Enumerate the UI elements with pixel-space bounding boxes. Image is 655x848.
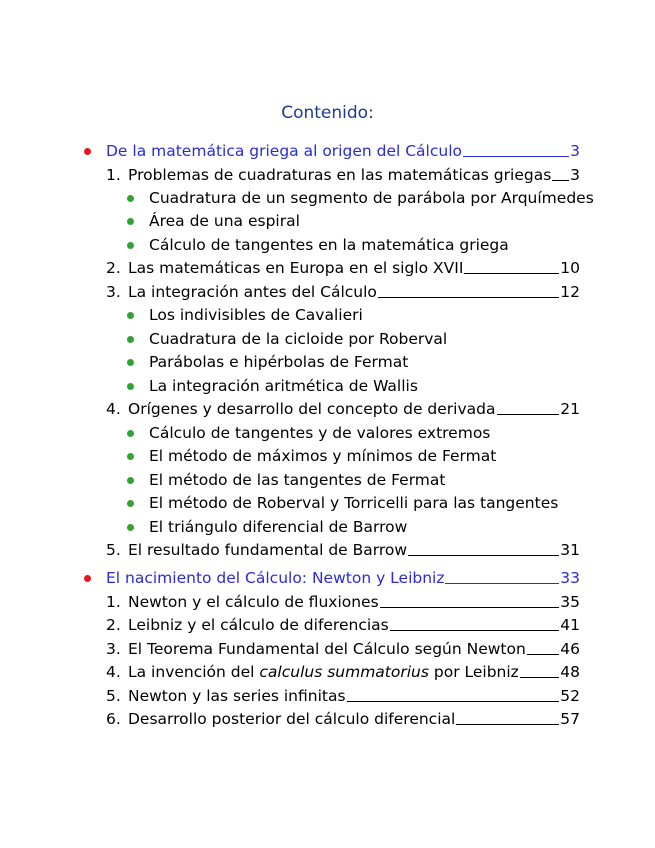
- toc-section[interactable]: [106, 280, 580, 302]
- section-title: Problemas de cuadraturas en las matemáticas griegas: [128, 166, 552, 184]
- section-number: 5.: [106, 687, 121, 705]
- toc-section[interactable]: [106, 538, 580, 560]
- toc-section[interactable]: [106, 684, 580, 706]
- bullet-icon: [84, 568, 106, 588]
- subsection-title: La integración aritmética de Wallis: [149, 377, 418, 395]
- subsection-title: Cálculo de tangentes en la matemática griega: [149, 236, 509, 254]
- section-number: 2.: [106, 259, 121, 277]
- bullet-icon: [127, 211, 149, 231]
- section-number: 1.: [106, 593, 121, 611]
- toc-section[interactable]: [106, 163, 580, 185]
- page-number: 3: [570, 166, 580, 184]
- subsection-title: Cuadratura de un segmento de parábola por Arquímedes: [149, 189, 594, 207]
- bullet-icon: [127, 470, 149, 490]
- leader-line: [445, 583, 559, 584]
- section-number: 5.: [106, 541, 121, 559]
- subsection-title: Cuadratura de la cicloide por Roberval: [149, 330, 448, 348]
- toc-subsection[interactable]: [127, 233, 580, 255]
- subsection-title: El método de las tangentes de Fermat: [149, 471, 446, 489]
- page-number: 57: [560, 710, 580, 728]
- section-number: 4.: [106, 400, 121, 418]
- bullet-icon: [127, 305, 149, 325]
- toc-section[interactable]: [106, 660, 580, 682]
- toc-subsection[interactable]: [127, 491, 580, 513]
- section-title: La invención del calculus summatorius por Leibniz: [128, 663, 519, 681]
- toc-subsection[interactable]: [127, 350, 580, 372]
- leader-line: [456, 724, 559, 725]
- section-title: El Teorema Fundamental del Cálculo según Newton: [128, 640, 526, 658]
- toc-subsection[interactable]: [127, 421, 580, 443]
- bullet-icon: [127, 352, 149, 372]
- subsection-title: Cálculo de tangentes y de valores extremos: [149, 424, 491, 442]
- bullet-icon: [84, 141, 106, 161]
- subsection-title: Parábolas e hipérbolas de Fermat: [149, 353, 409, 371]
- page-number: 52: [560, 687, 580, 705]
- bullet-icon: [127, 423, 149, 443]
- toc-subsection[interactable]: [127, 444, 580, 466]
- leader-line: [380, 607, 560, 608]
- toc-section[interactable]: [106, 397, 580, 419]
- toc-subsection[interactable]: [127, 374, 580, 396]
- page-title: Contenido:: [281, 103, 374, 123]
- page-number: 31: [560, 541, 580, 559]
- toc-chapter-2[interactable]: [84, 566, 580, 588]
- leader-line: [390, 630, 560, 631]
- subsection-title: Los indivisibles de Cavalieri: [149, 306, 363, 324]
- page-number: 3: [570, 142, 580, 160]
- subsection-title: El método de máximos y mínimos de Fermat: [149, 447, 497, 465]
- toc-section[interactable]: [106, 637, 580, 659]
- toc-section[interactable]: [106, 590, 580, 612]
- bullet-icon: [127, 329, 149, 349]
- section-title: El resultado fundamental de Barrow: [128, 541, 408, 559]
- toc-section[interactable]: [106, 707, 580, 729]
- bullet-icon: [127, 235, 149, 255]
- section-title: Desarrollo posterior del cálculo diferencial: [128, 710, 456, 728]
- leader-line: [463, 156, 569, 157]
- leader-line: [527, 654, 559, 655]
- section-title: Las matemáticas en Europa en el siglo XVII: [128, 259, 464, 277]
- bullet-icon: [127, 188, 149, 208]
- leader-line: [520, 677, 559, 678]
- leader-line: [464, 273, 559, 274]
- page-number: 21: [560, 400, 580, 418]
- leader-line: [552, 180, 569, 181]
- toc-chapter-1[interactable]: [84, 139, 580, 161]
- section-title: Newton y el cálculo de fluxiones: [128, 593, 379, 611]
- section-title: La integración antes del Cálculo: [128, 283, 377, 301]
- toc-subsection[interactable]: [127, 468, 580, 490]
- toc-subsection[interactable]: [127, 209, 580, 231]
- section-number: 6.: [106, 710, 121, 728]
- toc-subsection[interactable]: [127, 515, 580, 537]
- page-number: 33: [560, 569, 580, 587]
- subsection-title: Área de una espiral: [149, 212, 300, 230]
- leader-line: [408, 555, 559, 556]
- bullet-icon: [127, 493, 149, 513]
- page-number: 46: [560, 640, 580, 658]
- section-number: 1.: [106, 166, 121, 184]
- chapter-title: El nacimiento del Cálculo: Newton y Leibniz: [106, 569, 445, 587]
- toc-section[interactable]: [106, 256, 580, 278]
- section-title: Leibniz y el cálculo de diferencias: [128, 616, 389, 634]
- chapter-title: De la matemática griega al origen del Cálculo: [106, 142, 462, 160]
- page-number: 12: [560, 283, 580, 301]
- page-number: 41: [560, 616, 580, 634]
- page-number: 10: [560, 259, 580, 277]
- subsection-title: El método de Roberval y Torricelli para las tangentes: [149, 494, 559, 512]
- bullet-icon: [127, 517, 149, 537]
- page-number: 35: [560, 593, 580, 611]
- bullet-icon: [127, 376, 149, 396]
- toc-subsection[interactable]: [127, 303, 580, 325]
- leader-line: [378, 297, 559, 298]
- toc-subsection[interactable]: [127, 327, 580, 349]
- subsection-title: El triángulo diferencial de Barrow: [149, 518, 408, 536]
- toc-section[interactable]: [106, 613, 580, 635]
- section-title: Newton y las series infinitas: [128, 687, 346, 705]
- section-number: 4.: [106, 663, 121, 681]
- section-number: 3.: [106, 640, 121, 658]
- page-number: 48: [560, 663, 580, 681]
- toc-subsection[interactable]: [127, 186, 594, 208]
- leader-line: [347, 701, 560, 702]
- section-number: 3.: [106, 283, 121, 301]
- section-number: 2.: [106, 616, 121, 634]
- leader-line: [497, 414, 560, 415]
- section-title: Orígenes y desarrollo del concepto de derivada: [128, 400, 496, 418]
- bullet-icon: [127, 446, 149, 466]
